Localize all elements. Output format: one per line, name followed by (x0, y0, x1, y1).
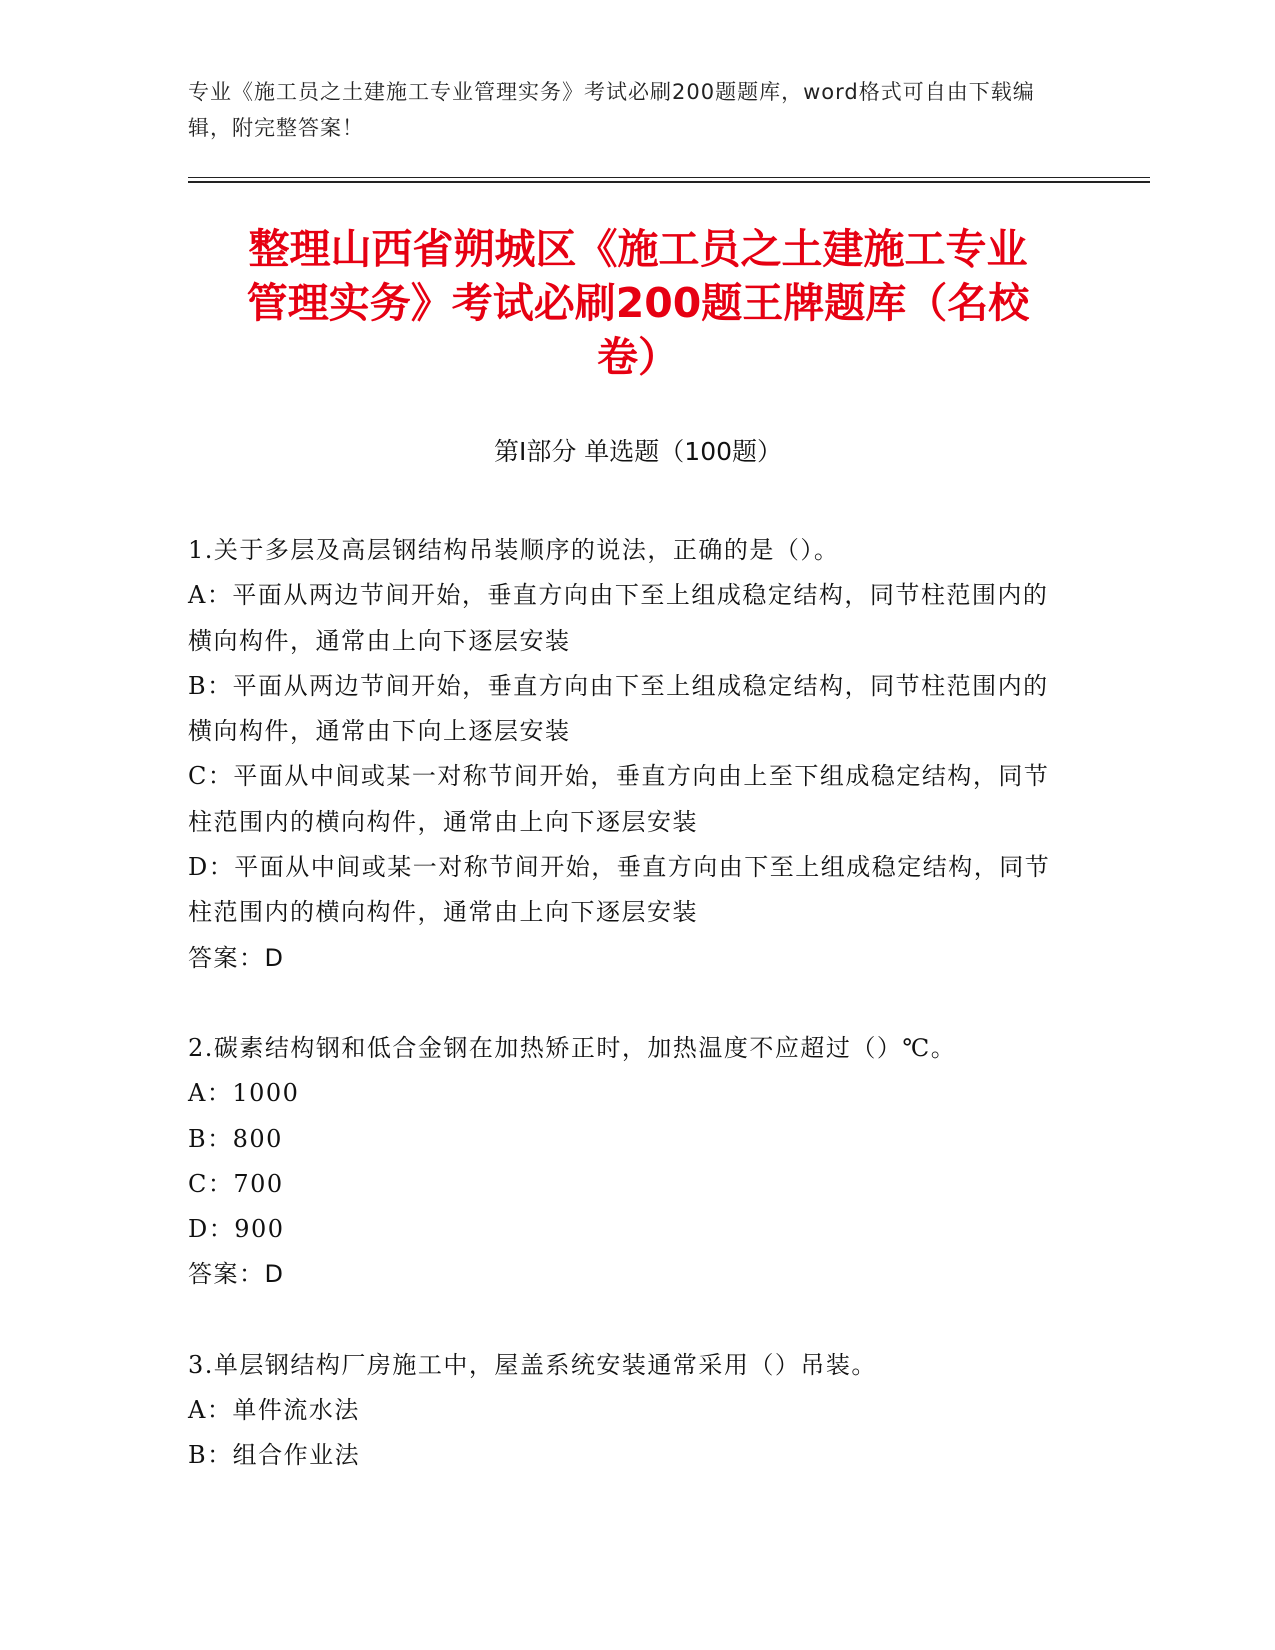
option-a: A：单件流水法 (188, 1396, 360, 1425)
question-1 (188, 528, 1068, 981)
question-2 (188, 1026, 1068, 1298)
document-title (188, 222, 1088, 384)
option-b: B：平面从两边节间开始，垂直方向由下至上组成稳定结构，同节柱范围内的横向构件，通常由下向上逐层安装 (188, 671, 1049, 746)
question-list (188, 528, 1068, 1524)
title-line-3: 卷） (597, 333, 679, 381)
option-b: B：800 (188, 1124, 283, 1153)
title-line-1: 整理山西省朔城区《施工员之土建施工专业 (248, 225, 1028, 273)
question-3 (188, 1343, 1068, 1479)
question-stem: 2.碳素结构钢和低合金钢在加热矫正时，加热温度不应超过（）℃。 (188, 1033, 957, 1062)
option-d: D：900 (188, 1215, 285, 1244)
option-d: D：平面从中间或某一对称节间开始，垂直方向由下至上组成稳定结构，同节柱范围内的横向构件，通常由上向下逐层安装 (188, 853, 1051, 927)
question-stem: 1.关于多层及高层钢结构吊装顺序的说法，正确的是（）。 (188, 536, 840, 564)
option-c: C：700 (188, 1169, 284, 1198)
title-line-2: 管理实务》考试必刷200题王牌题库（名校 (246, 279, 1030, 327)
header-divider-thick (188, 181, 1150, 183)
option-a: A：1000 (188, 1079, 300, 1108)
option-c: C：平面从中间或某一对称节间开始，垂直方向由上至下组成稳定结构，同节柱范围内的横向构件，通常由上向下逐层安装 (188, 762, 1050, 836)
answer: 答案：D (188, 943, 285, 972)
section-title: 第I部分 单选题（100题） (493, 437, 783, 466)
question-stem: 3.单层钢结构厂房施工中，屋盖系统安装通常采用（）吊装。 (188, 1350, 877, 1379)
answer: 答案：D (188, 1260, 285, 1289)
option-b: B：组合作业法 (188, 1441, 361, 1470)
option-a: A：平面从两边节间开始，垂直方向由下至上组成稳定结构，同节柱范围内的横向构件，通常由上向下逐层安装 (188, 581, 1049, 655)
header-note: 专业《施工员之土建施工专业管理实务》考试必刷200题题库，word格式可自由下载编辑，附完整答案！ (188, 80, 1035, 140)
header-divider-thin (188, 177, 1150, 178)
